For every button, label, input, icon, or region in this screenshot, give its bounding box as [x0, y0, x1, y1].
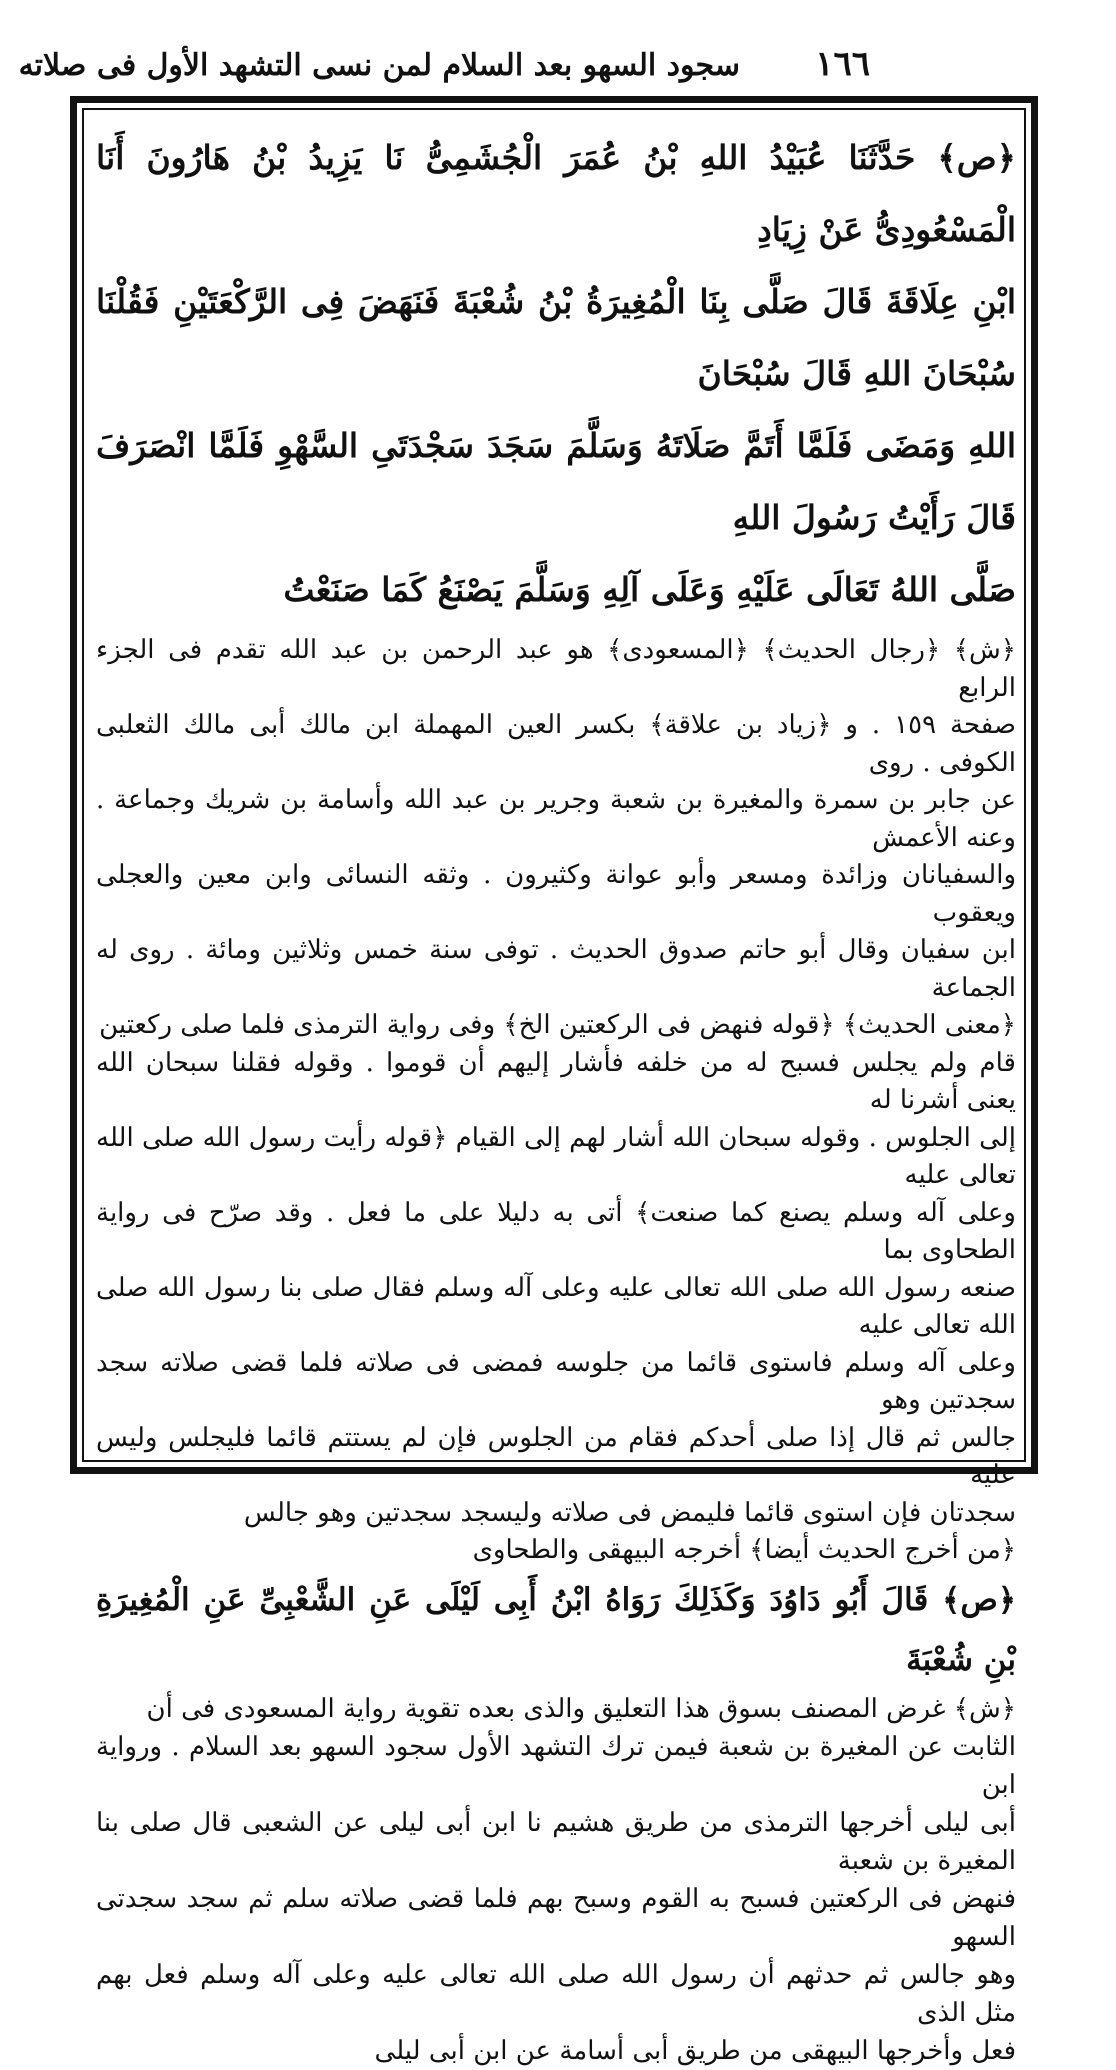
commentary-line: وهو جالس ثم حدثهم أن رسول الله صلى الله تعالى عليه وعلى آله وسلم فعل بهم مثل الذى: [96, 1959, 1016, 2028]
page-number: ١٦٦: [815, 44, 870, 84]
page-content: [96, 116, 1016, 2066]
commentary-line: قام ولم يجلس فسبح له من خلفه فأشار إليهم أن قوموا . وقوله فقلنا سبحان الله يعنى أشرنا له: [96, 1047, 1016, 1115]
commentary-line: وعلى آله وسلم يصنع كما صنعت﴾ أتى به دليلا على ما فعل . وقد صرّح فى رواية الطحاوى بما: [96, 1197, 1016, 1265]
commentary-line: ﴿ش﴾ ﴿رجال الحديث﴾ ﴿المسعودى﴾ هو عبد الرحمن بن عبد الله تقدم فى الجزء الرابع: [96, 635, 1016, 703]
commentary-line: ﴿ش﴾ غرض المصنف بسوق هذا التعليق والذى بعده تقوية رواية المسعودى فى أن: [146, 1693, 1016, 1724]
commentary-line: ﴿معنى الحديث﴾ ﴿قوله فنهض فى الركعتين الخ﴾ وفى رواية الترمذى فلما صلى ركعتين: [99, 1010, 1016, 1040]
hadith-line: صَلَّى اللهُ تَعَالَى عَلَيْهِ وَعَلَى آلِهِ وَسَلَّمَ يَصْنَعُ كَمَا صَنَعْتُ: [283, 570, 1016, 609]
running-title: سجود السهو بعد السلام لمن نسى التشهد الأول فى صلاته: [18, 48, 740, 83]
commentary-line: وعلى آله وسلم فاستوى قائما من جلوسه فمضى فى صلاته فلما قضى صلاته سجد سجدتين وهو: [96, 1347, 1016, 1415]
commentary-line: إلى الجلوس . وقوله سبحان الله أشار لهم إلى القيام ﴿قوله رأيت رسول الله صلى الله تعالى عليه: [96, 1122, 1016, 1190]
commentary-line: والسفيانان وزائدة ومسعر وأبو عوانة وكثيرون . وثقه النسائى وابن معين والعجلى ويعقوب: [96, 860, 1016, 928]
commentary-line: ﴿من أخرج الحديث أيضا﴾ أخرجه البيهقى والطحاوى: [472, 1535, 1016, 1565]
commentary-2: [96, 1690, 1016, 2070]
commentary-line: فنهض فى الركعتين فسبح به القوم وسبح بهم فلما قضى صلاته سلم ثم سجد سجدتى السهو: [96, 1883, 1016, 1952]
hadith-line: اللهِ وَمَضَى فَلَمَّا أَتَمَّ صَلَاتَهُ وَسَلَّمَ سَجَدَ سَجْدَتَىِ السَّهْوِ فَلَمَّا انْصَرَفَ قَالَ رَأَيْتُ رَسُولَ اللهِ: [96, 426, 1016, 537]
commentary-line: أبى ليلى أخرجها الترمذى من طريق هشيم نا ابن أبى ليلى عن الشعبى قال صلى بنا المغيرة بن شعبة: [96, 1807, 1016, 1876]
hadith-text-2: [96, 1570, 1016, 1690]
hadith-line: ﴿ص﴾ حَدَّثَنَا عُبَيْدُ اللهِ بْنُ عُمَرَ الْجُشَمِىُّ نَا يَزِيدُ بْنُ هَارُونَ أَنَا الْمَسْعُودِىُّ عَنْ زِيَادِ: [96, 138, 1016, 249]
commentary-line: سجدتان فإن استوى قائما فليمض فى صلاته وليسجد سجدتين وهو جالس: [243, 1497, 1016, 1528]
page-header: [18, 38, 890, 98]
commentary-line: فعل وأخرجها البيهقى من طريق أبى أسامة عن ابن أبى ليلى: [374, 2035, 1016, 2066]
commentary-line: الثابت عن المغيرة بن شعبة فيمن ترك التشهد الأول سجود السهو بعد السلام . ورواية ابن: [96, 1731, 1016, 1800]
commentary-line: صنعه رسول الله صلى الله تعالى عليه وعلى آله وسلم فقال صلى بنا رسول الله صلى الله تعالى عليه: [96, 1272, 1016, 1340]
commentary-line: جالس ثم قال إذا صلى أحدكم فقام من الجلوس فإن لم يستتم قائما فليجلس وليس عليه: [96, 1422, 1016, 1490]
commentary-line: عن جابر بن سمرة والمغيرة بن شعبة وجرير بن عبد الله وأسامة بن شريك وجماعة . وعنه الأعمش: [96, 785, 1016, 853]
commentary-line: صفحة ١٥٩ . و ﴿زياد بن علاقة﴾ بكسر العين المهملة ابن مالك أبى مالك الثعلبى الكوفى . روى: [96, 710, 1016, 778]
hadith-line: ابْنِ عِلَاقَةَ قَالَ صَلَّى بِنَا الْمُغِيرَةُ بْنُ شُعْبَةَ فَنَهَضَ فِى الرَّكْعَتَيْنِ فَقُلْنَا سُبْحَانَ اللهِ قَالَ سُبْحَانَ: [96, 282, 1016, 393]
hadith-line: ﴿ص﴾ قَالَ أَبُو دَاوُدَ وَكَذَلِكَ رَوَاهُ ابْنُ أَبِى لَيْلَى عَنِ الشَّعْبِىِّ عَنِ الْمُغِيرَةِ بْنِ شُعْبَةَ: [96, 1581, 1016, 1678]
hadith-text-1: [96, 122, 1016, 626]
commentary-1: [96, 632, 1016, 1570]
commentary-line: ابن سفيان وقال أبو حاتم صدوق الحديث . توفى سنة خمس وثلاثين ومائة . روى له الجماعة: [96, 935, 1016, 1003]
